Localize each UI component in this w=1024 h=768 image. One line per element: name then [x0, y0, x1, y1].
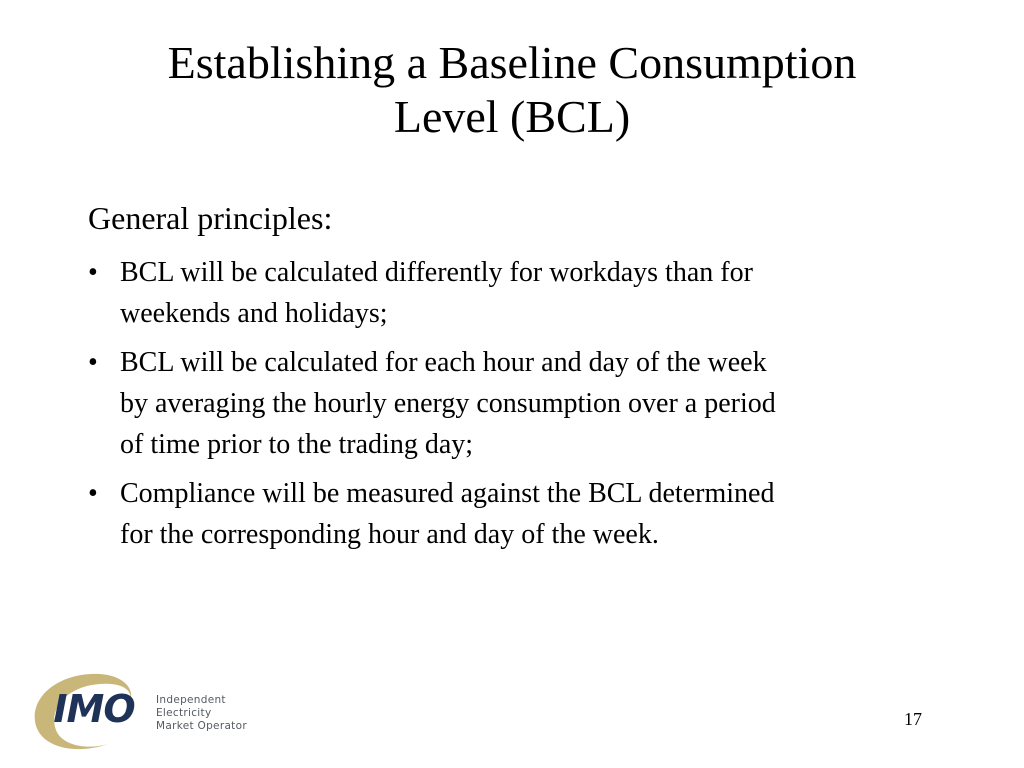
bullet-1-line-2: weekends and holidays;: [120, 298, 388, 329]
bullet-1-line-1: BCL will be calculated differently for workdays than for: [120, 257, 753, 288]
bullet-icon: •: [88, 257, 98, 288]
bullet-list: [86, 252, 936, 563]
bullet-2-line-3: of time prior to the trading day;: [120, 429, 474, 460]
logo-wordmark: IMO: [53, 687, 135, 731]
bullet-item-3: [86, 473, 936, 555]
section-subheading: General principles:: [88, 200, 333, 236]
bullet-icon: •: [88, 347, 98, 378]
slide-title-line-2: Level (BCL): [393, 91, 631, 142]
bullet-icon: •: [88, 478, 98, 509]
bullet-item-2: [86, 342, 936, 465]
logo-line-1: Independent: [156, 694, 226, 706]
bullet-3-line-2: for the corresponding hour and day of the week.: [120, 519, 659, 550]
slide-title: [60, 36, 964, 144]
slide-title-line-1: Establishing a Baseline Consumption: [167, 37, 857, 88]
bullet-2-line-2: by averaging the hourly energy consumption over a period: [120, 388, 776, 419]
bullet-2-line-1: BCL will be calculated for each hour and day of the week: [120, 347, 767, 378]
logo-tagline: [156, 694, 247, 733]
bullet-3-line-1: Compliance will be measured against the BCL determined: [120, 478, 775, 509]
logo-line-2: Electricity: [156, 707, 212, 719]
page-number: 17: [904, 709, 922, 729]
imo-logo: [28, 668, 268, 752]
imo-logo-mark-icon: [28, 668, 158, 752]
bullet-item-1: [86, 252, 936, 334]
logo-line-3: Market Operator: [156, 720, 247, 732]
